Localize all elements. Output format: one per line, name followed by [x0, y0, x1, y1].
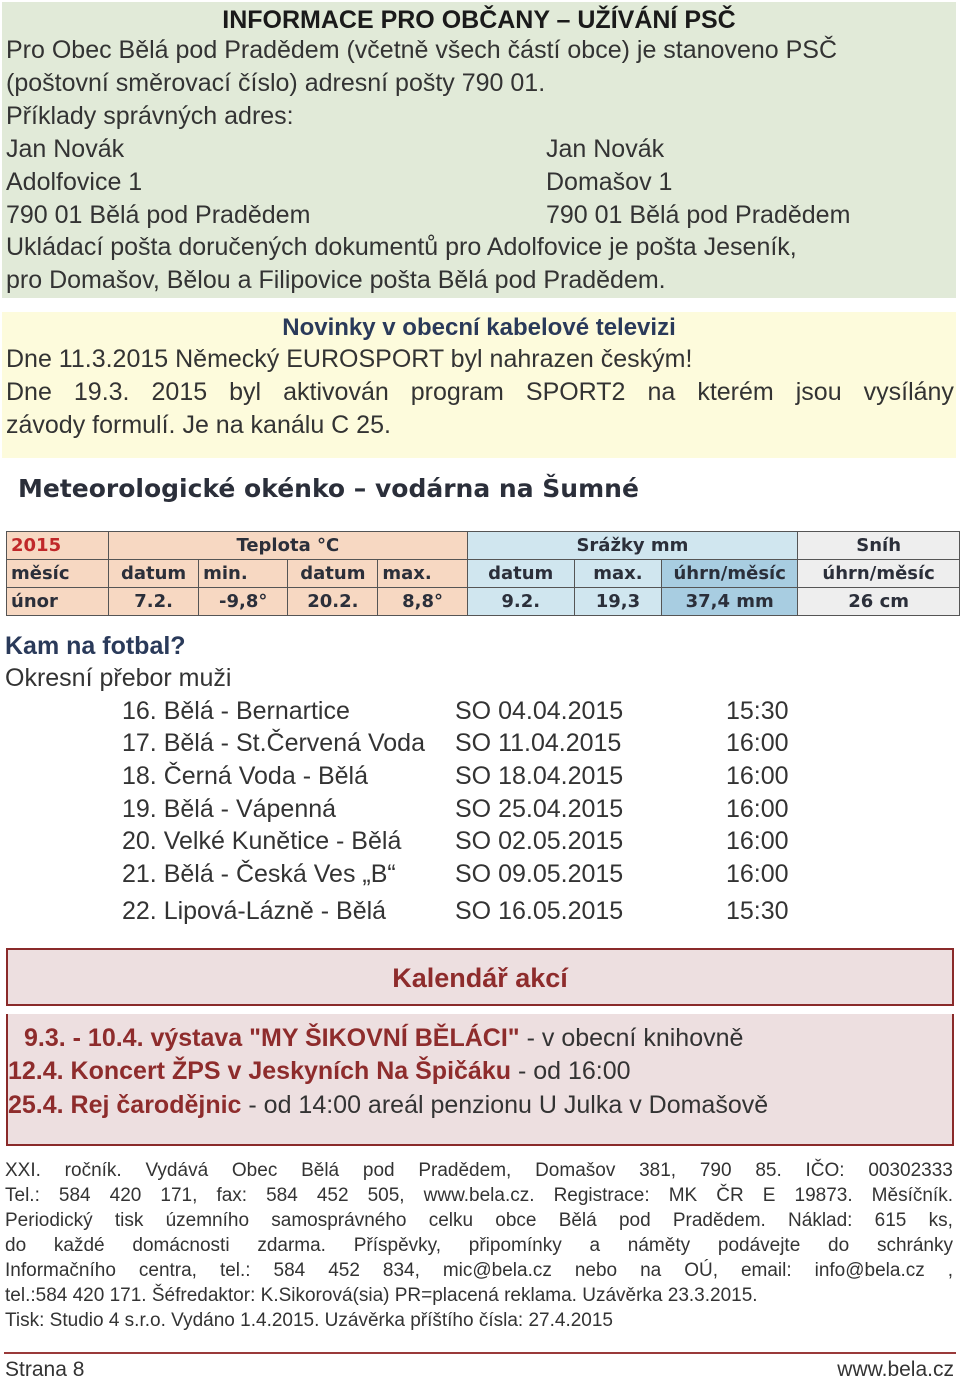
event-highlight: 12.4. Koncert ŽPS v Jeskyních Na Špičáku	[8, 1057, 512, 1085]
tv-text-line-1: Dne 11.3.2015 Německý EUROSPORT byl nahrazen českým!	[6, 345, 693, 373]
address2-city: 790 01 Bělá pod Pradědem	[546, 201, 851, 229]
imprint-word: nebo	[574, 1260, 618, 1281]
calendar-header	[6, 948, 954, 1006]
imprint-word: územního	[165, 1210, 250, 1231]
cell-date-min: 7.2.	[109, 588, 199, 616]
match-date: SO 25.04.2015	[455, 795, 624, 823]
imprint-word: Šéfredaktor:	[151, 1285, 261, 1306]
tv-word: jsou	[795, 378, 842, 406]
imprint-word: Tel.:	[5, 1185, 40, 1206]
tv-word: kterém	[697, 378, 774, 406]
imprint-word: www.bela.cz.	[423, 1185, 535, 1206]
imprint-word: XXI.	[5, 1160, 41, 1181]
match-name: 17. Bělá - St.Červená Voda	[122, 729, 425, 757]
imprint-word: 171.	[109, 1285, 152, 1306]
imprint-word: 85.	[755, 1160, 782, 1181]
imprint-word: PR=placená	[394, 1285, 505, 1306]
imprint-word: 00302333	[868, 1160, 953, 1181]
meteo-title: Meteorologické okénko – vodárna na Šumné	[18, 474, 639, 503]
imprint-line	[5, 1160, 953, 1182]
imprint-word: a	[589, 1235, 601, 1256]
tv-word: aktivován	[283, 378, 389, 406]
imprint-word: email:	[740, 1260, 792, 1281]
col-min: min.	[199, 560, 288, 588]
imprint-word: Uzávěrka	[582, 1285, 668, 1306]
meteo-columns-row	[7, 560, 960, 588]
imprint-word: Bělá	[301, 1160, 340, 1181]
imprint-word: pod	[362, 1160, 395, 1181]
imprint-line	[5, 1235, 953, 1257]
tv-word: 19.3.	[73, 378, 130, 406]
imprint-word: schránky	[876, 1235, 953, 1256]
imprint-word: 834,	[382, 1260, 420, 1281]
match-date: SO 18.04.2015	[455, 762, 624, 790]
tv-word: byl	[229, 378, 262, 406]
match-time: 16:00	[726, 795, 789, 823]
psc-info-box	[2, 2, 956, 298]
imprint-word: info@bela.cz	[814, 1260, 925, 1281]
imprint-line	[5, 1260, 953, 1282]
imprint-word: Bělá	[558, 1210, 597, 1231]
imprint-word: 584	[58, 1185, 91, 1206]
match-time: 16:00	[726, 827, 789, 855]
col-date-min: datum	[109, 560, 199, 588]
imprint-word: 420	[109, 1185, 142, 1206]
meteo-data-row	[7, 588, 960, 616]
imprint-word: Pradědem,	[418, 1160, 512, 1181]
imprint-word: tel.:	[219, 1260, 251, 1281]
imprint-word: 584	[273, 1260, 306, 1281]
imprint-word: ročník.	[64, 1160, 122, 1181]
match-date: SO 09.05.2015	[455, 860, 624, 888]
address2-name: Jan Novák	[546, 135, 665, 163]
match-time: 15:30	[726, 697, 789, 725]
imprint-word: 505,	[367, 1185, 405, 1206]
psc-title: INFORMACE PRO OBČANY – UŽÍVÁNÍ PSČ	[222, 6, 736, 34]
tv-word: SPORT2	[525, 378, 626, 406]
imprint-word: reklama.	[504, 1285, 583, 1306]
col-max-rain: max.	[574, 560, 661, 588]
imprint-line	[5, 1285, 953, 1307]
calendar-event	[8, 1091, 768, 1120]
imprint-word: mic@bela.cz	[442, 1260, 552, 1281]
imprint-line	[5, 1210, 953, 1232]
snow-header: Sníh	[798, 532, 960, 560]
imprint-word: Měsíčník.	[871, 1185, 953, 1206]
imprint-word: pod	[618, 1210, 651, 1231]
imprint-word: 584	[266, 1185, 298, 1206]
match-name: 20. Velké Kunětice - Bělá	[122, 827, 402, 855]
tv-word: na	[647, 378, 676, 406]
match-time: 16:00	[726, 729, 789, 757]
imprint-word: 452	[328, 1260, 360, 1281]
imprint-word: tel.:584	[5, 1285, 73, 1306]
tv-word: Dne	[6, 378, 52, 406]
imprint-word: Náklad:	[788, 1210, 853, 1231]
cell-rain-total: 37,4 mm	[662, 588, 798, 616]
calendar-title: Kalendář akcí	[392, 963, 568, 993]
match-date: SO 02.05.2015	[455, 827, 624, 855]
match-name: 19. Bělá - Vápenná	[122, 795, 337, 823]
tv-word: program	[410, 378, 504, 406]
col-snow-total: úhrn/měsíc	[798, 560, 960, 588]
imprint-word: každé	[53, 1235, 105, 1256]
imprint-word: obce	[495, 1210, 537, 1231]
imprint-word: fax:	[216, 1185, 248, 1206]
cell-max-rain: 19,3	[574, 588, 661, 616]
imprint-word: 790	[699, 1160, 732, 1181]
col-rain-total: úhrn/měsíc	[662, 560, 798, 588]
imprint-word: IČO:	[805, 1160, 845, 1181]
cell-date-rain: 9.2.	[467, 588, 574, 616]
imprint-word: OÚ,	[684, 1260, 718, 1281]
imprint-word: Periodický	[5, 1210, 93, 1231]
football-title: Kam na fotbal?	[5, 632, 186, 660]
imprint-word: MK	[668, 1185, 698, 1206]
match-date: SO 04.04.2015	[455, 697, 624, 725]
match-time: 16:00	[726, 762, 789, 790]
meteo-table	[6, 531, 960, 616]
temp-header: Teplota °C	[109, 532, 468, 560]
match-date: SO 16.05.2015	[455, 897, 624, 925]
tv-word: vysílány	[863, 378, 954, 406]
imprint-word: Registrace:	[553, 1185, 650, 1206]
imprint-word: náměty	[627, 1235, 691, 1256]
psc-text-line-1: Pro Obec Bělá pod Pradědem (včetně všech částí obce) je stanoveno PSČ	[6, 36, 838, 64]
psc-text-line-4: pro Domašov, Bělou a Filipovice pošta Bělá pod Pradědem.	[6, 266, 666, 294]
imprint-word: Příspěvky,	[353, 1235, 441, 1256]
event-highlight: 9.3. - 10.4. výstava "MY ŠIKOVNÍ BĚLÁCI"	[24, 1024, 520, 1052]
imprint-word: Informačního	[5, 1260, 116, 1281]
col-date-max: datum	[288, 560, 378, 588]
imprint-word: Obec	[231, 1160, 278, 1181]
imprint-word: do	[828, 1235, 850, 1256]
cell-min: -9,8°	[199, 588, 288, 616]
address1-name: Jan Novák	[6, 135, 125, 163]
event-highlight: 25.4. Rej čarodějnic	[8, 1091, 242, 1119]
football-league: Okresní přebor muži	[5, 664, 232, 692]
match-time: 16:00	[726, 860, 789, 888]
rain-header: Srážky mm	[467, 532, 798, 560]
footer-rule	[4, 1352, 956, 1354]
imprint-word: Domašov	[535, 1160, 616, 1181]
match-date: SO 11.04.2015	[455, 729, 622, 757]
event-detail: - od 16:00	[511, 1057, 631, 1085]
imprint-word: tisk	[114, 1210, 144, 1231]
address2-street: Domašov 1	[546, 168, 673, 196]
imprint-word: ČR	[716, 1185, 744, 1206]
event-detail: - v obecní knihovně	[519, 1024, 744, 1052]
tv-text-line-2	[6, 378, 954, 407]
imprint-word: K.Sikorová(sia)	[260, 1285, 395, 1306]
match-name: 22. Lipová-Lázně - Bělá	[122, 897, 387, 925]
imprint-word: připomínky	[468, 1235, 562, 1256]
meteo-header-row	[7, 532, 960, 560]
imprint-word: 420	[72, 1285, 110, 1306]
website-link[interactable]: www.bela.cz	[837, 1358, 954, 1381]
imprint-word: zdarma.	[257, 1235, 326, 1256]
imprint-word: 615	[874, 1210, 907, 1231]
calendar-event	[8, 1057, 631, 1086]
imprint-word: celku	[428, 1210, 474, 1231]
imprint-word: podávejte	[717, 1235, 801, 1256]
calendar-events	[6, 1014, 954, 1146]
tv-title: Novinky v obecní kabelové televizi	[282, 314, 676, 341]
cell-snow-total: 26 cm	[798, 588, 960, 616]
event-detail: - od 14:00 areál penzionu U Julka v Domašově	[241, 1091, 769, 1119]
imprint-word: do	[5, 1235, 27, 1256]
imprint-word: 19873.	[794, 1185, 853, 1206]
match-name: 16. Bělá - Bernartice	[122, 697, 350, 725]
match-time: 15:30	[726, 897, 789, 925]
imprint-word: centra,	[138, 1260, 197, 1281]
calendar-event	[24, 1024, 743, 1053]
col-max: max.	[378, 560, 467, 588]
imprint-last-line: Tisk: Studio 4 s.r.o. Vydáno 1.4.2015. Uzávěrka příštího čísla: 27.4.2015	[5, 1310, 613, 1331]
imprint-line	[5, 1185, 953, 1207]
cell-max: 8,8°	[378, 588, 467, 616]
match-name: 21. Bělá - Česká Ves „B“	[122, 860, 396, 888]
imprint-word: 381,	[639, 1160, 677, 1181]
cell-date-max: 20.2.	[288, 588, 378, 616]
col-date-rain: datum	[467, 560, 574, 588]
tv-text-line-3: závody formulí. Je na kanálu C 25.	[6, 411, 391, 439]
imprint-word: domácnosti	[132, 1235, 230, 1256]
page-number: Strana 8	[5, 1358, 85, 1381]
imprint-word: E	[762, 1185, 776, 1206]
imprint-word: 23.3.2015.	[667, 1285, 758, 1306]
cell-month: únor	[7, 588, 109, 616]
imprint-word: ks,	[928, 1210, 953, 1231]
imprint-word: samosprávného	[271, 1210, 407, 1231]
examples-label: Příklady správných adres:	[6, 102, 294, 130]
tv-news-box	[2, 312, 956, 458]
col-month: měsíc	[7, 560, 109, 588]
imprint-word: na	[640, 1260, 662, 1281]
psc-text-line-2: (poštovní směrovací číslo) adresní pošty 790 01.	[6, 69, 546, 97]
imprint-word: 171,	[160, 1185, 198, 1206]
address1-city: 790 01 Bělá pod Pradědem	[6, 201, 311, 229]
imprint-word: 452	[316, 1185, 349, 1206]
imprint-word: Vydává	[145, 1160, 209, 1181]
imprint-word: ,	[947, 1260, 953, 1281]
psc-text-line-3: Ukládací pošta doručených dokumentů pro Adolfovice je pošta Jeseník,	[6, 233, 797, 261]
meteo-year: 2015	[7, 532, 109, 560]
tv-word: 2015	[151, 378, 208, 406]
match-name: 18. Černá Voda - Bělá	[122, 762, 368, 790]
imprint-word: Pradědem.	[672, 1210, 766, 1231]
address1-street: Adolfovice 1	[6, 168, 143, 196]
